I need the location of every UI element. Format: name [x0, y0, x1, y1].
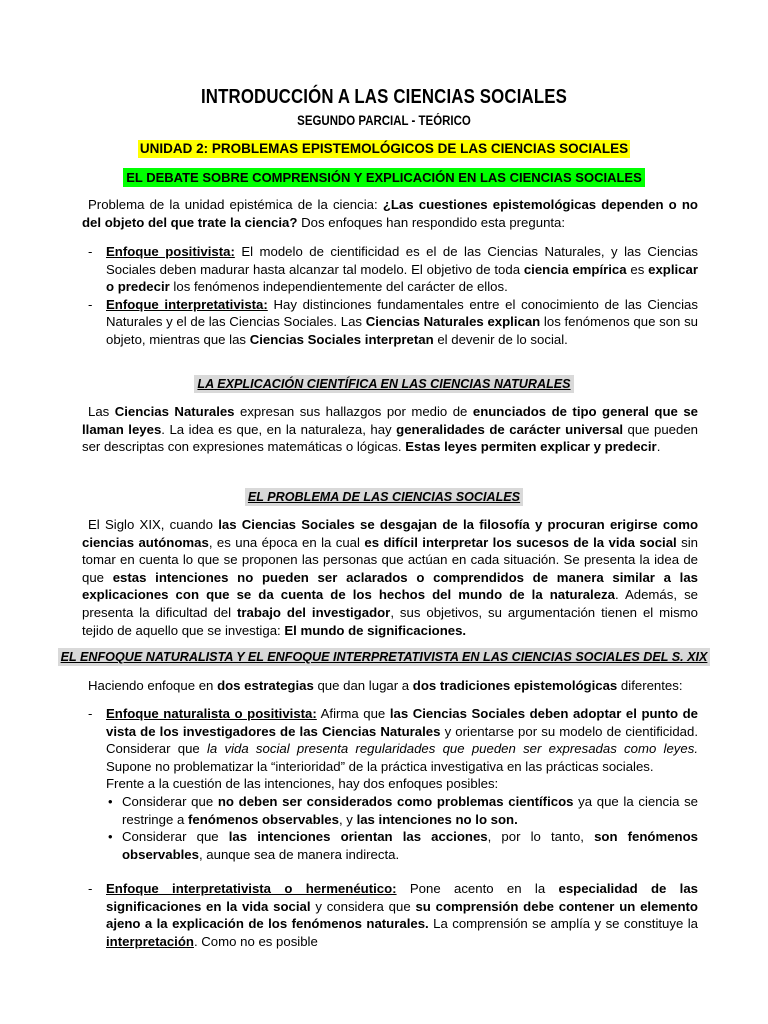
text: Afirma que: [316, 706, 390, 721]
text: Pone acento en la: [396, 881, 559, 896]
naturalista-label: Enfoque naturalista o positivista:: [106, 706, 317, 721]
unit-heading-wrap: [0, 140, 768, 158]
bold-text: no deben ser considerados como problemas científicos: [217, 793, 574, 809]
text: . Además, se presenta la dificultad del: [82, 587, 698, 620]
debate-heading: EL DEBATE SOBRE COMPRENSIÓN Y EXPLICACIÓN EN LAS CIENCIAS SOCIALES: [123, 168, 645, 187]
text: El modelo de cientificidad es el de las Ciencias Naturales, y las Ciencias Sociales deben madurar hasta alcanzar tal modelo. El objetivo de toda: [106, 244, 698, 277]
interpretacion-term: interpretación: [106, 933, 194, 949]
bold-text: trabajo del investigador: [237, 604, 391, 620]
bold-text: El mundo de significaciones.: [284, 622, 467, 638]
list-item: [82, 296, 698, 349]
text: , sus objetivos, su argumentación tienen el mismo tejido de aquello que se investiga:: [82, 604, 698, 638]
list-item: [106, 828, 698, 863]
text: los fenómenos independientemente del carácter de ellos.: [169, 279, 508, 295]
text: , aunque sea de manera indirecta.: [198, 846, 400, 862]
section-heading-wrap: [0, 375, 768, 393]
dash-marker: -: [88, 881, 93, 896]
text: El Siglo XIX, cuando: [88, 517, 219, 532]
text: Haciendo enfoque en: [88, 678, 218, 693]
text: que pueden ser descriptas con expresiones matemáticas o lógicas.: [82, 421, 699, 455]
positivista-label: Enfoque positivista:: [106, 244, 235, 259]
text: sin tomar en cuenta lo que se proponen las personas que actúan en cada situación. Se presenta la idea de que: [82, 534, 698, 585]
bold-text: las Ciencias Sociales se desgajan de la filosofía y procuran erigirse como ciencias autónomas: [82, 517, 699, 550]
bold-text: las intenciones no lo son.: [356, 811, 518, 827]
bold-text: Estas leyes permiten explicar y predecir: [405, 439, 657, 455]
bold-text: son fenómenos observables: [122, 829, 698, 862]
text: el devenir de lo social.: [433, 331, 568, 347]
explicacion-paragraph: [82, 403, 698, 456]
bold-text: especialidad de las significaciones en la vida social: [106, 881, 699, 914]
problema-paragraph: [82, 516, 698, 639]
bold-text: Ciencias Sociales interpretan: [249, 331, 434, 347]
dash-marker: -: [88, 244, 93, 259]
text: los fenómenos que son su objeto, mientras que las: [106, 314, 698, 347]
section-heading-wrap: [0, 488, 768, 506]
bold-text: su comprensión debe contener un elemento ajeno a la explicación de los fenómenos naturales.: [106, 898, 698, 932]
list-item: [82, 243, 698, 296]
text: Hay distinciones fundamentales entre el conocimiento de las Ciencias Naturales y el de las Ciencias Sociales. Las: [106, 296, 698, 330]
text: . Como no es posible: [193, 933, 318, 949]
naturalista-intro: [82, 677, 698, 695]
hermeneutico-list: [82, 880, 698, 950]
bold-text: es difícil interpretar los sucesos de la vida social: [364, 534, 677, 550]
bold-text: las Ciencias Sociales deben adoptar el punto de vista de los investigadores de las Ciencias Naturales: [106, 706, 698, 739]
list-item: [106, 793, 698, 828]
dash-marker: -: [88, 706, 93, 721]
section-heading-wrap: [0, 648, 768, 666]
bold-text: generalidades de carácter universal: [396, 421, 623, 437]
bold-text: las intenciones orientan las acciones: [228, 829, 488, 845]
text: , por lo tanto,: [487, 829, 595, 845]
bold-text: fenómenos observables: [187, 811, 339, 827]
italic-text: la vida social presenta regularidades que pueden ser expresadas como leyes.: [206, 741, 698, 757]
document-subtitle: SEGUNDO PARCIAL - TEÓRICO: [297, 113, 471, 128]
text: Considerar que: [122, 829, 229, 845]
intro-question: ¿Las cuestiones epistemológicas dependen o no del objeto del que trate la ciencia?: [82, 197, 698, 230]
intro-paragraph: [82, 196, 698, 231]
bold-text: enunciados de tipo general que se llaman leyes: [82, 404, 698, 437]
bold-text: dos tradiciones epistemológicas: [412, 678, 618, 693]
text: Considerar que: [122, 793, 218, 809]
enfoques-list: [82, 243, 698, 349]
bold-text: ciencia empírica: [523, 261, 627, 277]
interpretativista-label: Enfoque interpretativista:: [106, 296, 268, 312]
section-heading-explicacion: LA EXPLICACIÓN CIENTÍFICA EN LAS CIENCIAS NATURALES: [194, 375, 573, 393]
text: y orientarse por su modelo de cientificidad. Considerar que: [106, 723, 698, 757]
intro-text: Problema de la unidad epistémica de la ciencia:: [88, 197, 383, 212]
section-heading-naturalista: EL ENFOQUE NATURALISTA Y EL ENFOQUE INTERPRETATIVISTA EN LAS CIENCIAS SOCIALES DEL S. XIX: [58, 648, 711, 666]
intro-text-end: Dos enfoques han respondido esta pregunta:: [297, 214, 566, 230]
text: , y: [338, 811, 357, 827]
bold-text: estas intenciones no pueden ser aclarados o comprendidos de manera similar a las explicaciones con que se da cuenta de los hechos del mundo de la naturaleza: [82, 569, 698, 603]
bold-text: explicar o predecir: [106, 261, 698, 295]
document-title: INTRODUCCIÓN A LAS CIENCIAS SOCIALES: [200, 85, 568, 108]
text: .: [656, 439, 661, 455]
bullet-list: [106, 793, 698, 863]
text: Las: [88, 404, 115, 419]
text: . La idea es que, en la naturaleza, hay: [161, 421, 397, 437]
text: expresan sus hallazgos por medio de: [234, 404, 473, 419]
intenciones-intro: Frente a la cuestión de las intenciones, hay dos enfoques posibles:: [106, 776, 499, 792]
text: ya que la ciencia se restringe a: [122, 793, 698, 827]
list-item: [82, 705, 698, 863]
text: Supone no problematizar la “interioridad” de la práctica investigativa en las prácticas sociales.: [106, 758, 654, 774]
section-heading-problema: EL PROBLEMA DE LAS CIENCIAS SOCIALES: [245, 488, 523, 506]
dash-marker: -: [88, 296, 93, 312]
unit-heading: UNIDAD 2: PROBLEMAS EPISTEMOLÓGICOS DE LAS CIENCIAS SOCIALES: [139, 141, 629, 156]
text: diferentes:: [617, 678, 683, 693]
text: La comprensión se amplía y se constituye la: [428, 916, 699, 932]
text: que dan lugar a: [313, 678, 413, 693]
list-item: [82, 880, 698, 950]
hermeneutico-label: Enfoque interpretativista o hermenéutico:: [106, 881, 397, 896]
bold-text: dos estrategias: [217, 678, 314, 693]
bold-text: Ciencias Naturales: [114, 404, 235, 419]
text: , es una época en la cual: [208, 534, 365, 550]
text: es: [626, 261, 649, 277]
text: y considera que: [310, 898, 416, 914]
naturalista-list: [82, 705, 698, 863]
debate-heading-wrap: [0, 168, 768, 187]
bold-text: Ciencias Naturales explican: [365, 314, 541, 330]
